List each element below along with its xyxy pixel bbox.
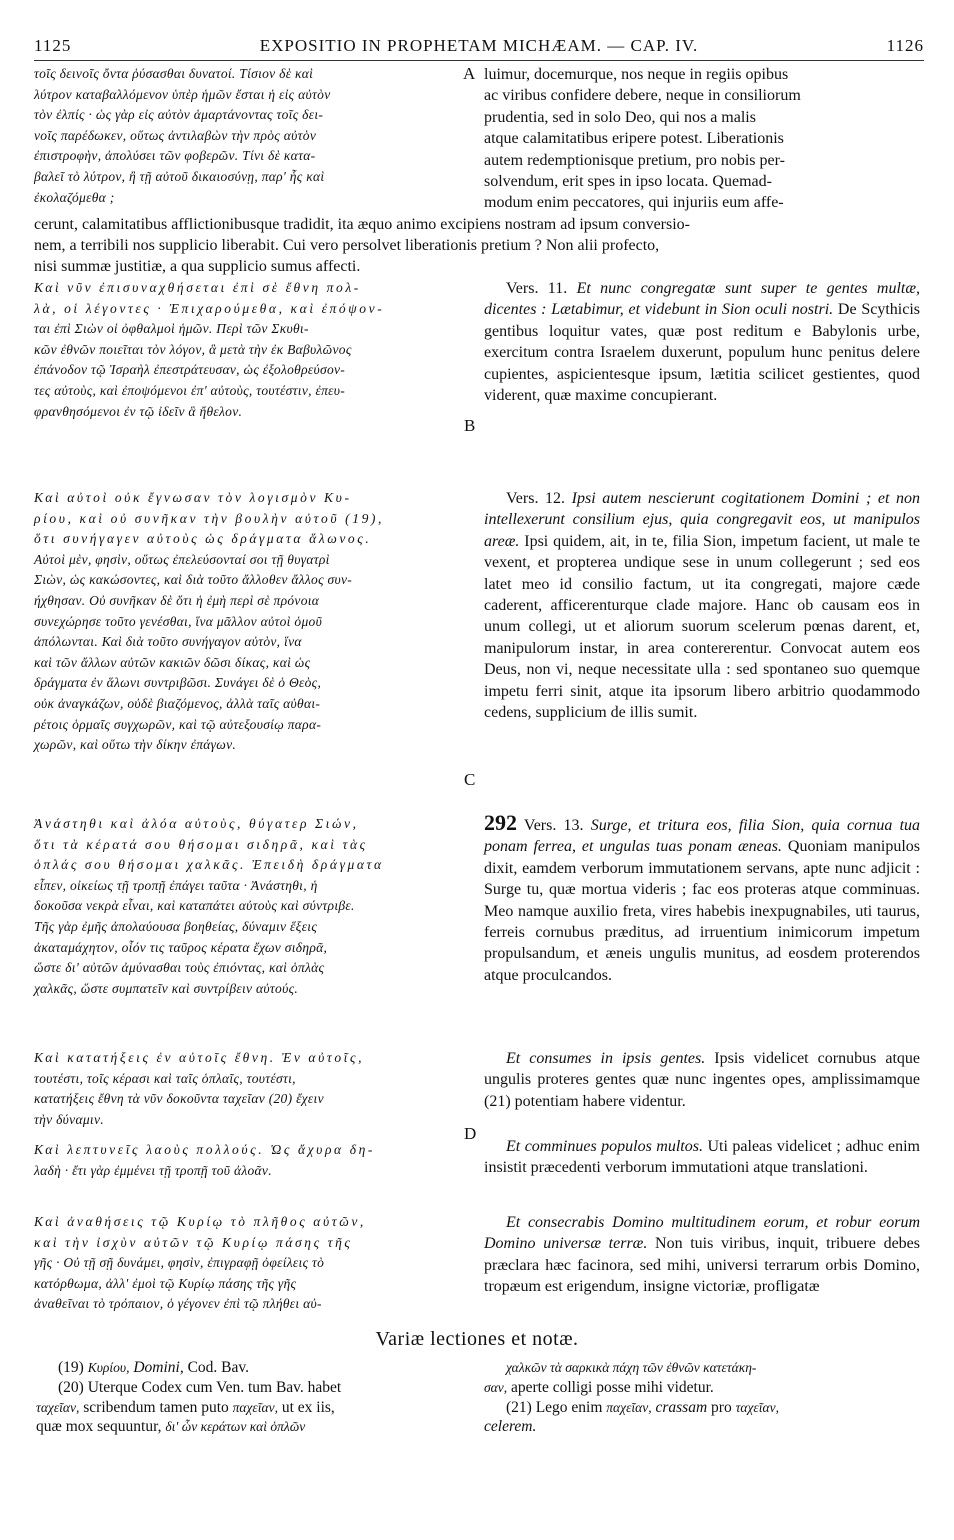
greek-paragraph-7: Καὶ ἀναθήσεις τῷ Κυρίῳ τὸ πλῆθος αὐτῶν, καὶ τὴν ἰσχὺν αὐτῶν τῷ Κυρίῳ πάσης τῆς γῆς · Οὐ τῇ σῇ δυνάμει, φησὶν, ἐπιγραφῇ ὀφείλεις τὸ κατόρθωμα, ἀλλ' ἐμοὶ τῷ Κυρίῳ πάσης τῆς γῆς ἀναθεῖναι τὸ τρόπαιον, ὁ γέγονεν ἐπὶ τῷ πλήθει αὐ-	[34, 1214, 366, 1312]
notes-left-column	[36, 1358, 468, 1437]
verse-11-label: Vers. 11.	[506, 280, 568, 297]
latin-verse-11	[484, 278, 920, 406]
section-number: 292	[484, 810, 517, 835]
running-title: EXPOSITIO IN PROPHETAM MICHÆAM. — CAP. IV.	[259, 36, 699, 55]
verse-13-label: Vers. 13.	[523, 817, 584, 834]
notes-title: Variæ lectiones et notæ.	[375, 1328, 579, 1350]
greek-paragraph-6: Καὶ λεπτυνεῖς λαοὺς πολλούς. Ὡς ἄχυρα δη- λαδὴ · ἔτι γὰρ ἐμμένει τῇ τροπῇ τοῦ ἀλοᾶν.	[34, 1142, 375, 1178]
latin-verse-13	[484, 812, 920, 986]
full-width-paragraph: cerunt, calamitatibus afflictionibusque tradidit, ita æquo animo excipiens nostram ad ipsum conversio- nem, a terribili nos supplicio liberabit. Cui vero persolvet liberationis pretium ? Non alii profecto, nisi summæ justitiæ, a qua supplicio sumus affecti.	[34, 216, 690, 275]
latin-verse-12	[484, 488, 920, 723]
verse-13-commentary: Quoniam manipulos dixit, eamdem verborum immutationem servans, apte nunc adjicit : Surge tu, quæ mortua videris ; fac eos proteras atque comminuas. Meo namque auxilio freta, vires habebis inexpugnabiles, uti taurus, ferreis cornubus præditus, ad irruentium inimicorum impetum propulsandum, et æneis ungulis munitus, ad eosdem proterendos atque proculcandos.	[484, 838, 921, 984]
latin-paragraph-consumes: Et consumes in ipsis gentes. Ipsis videlicet cornubus atque ungulis proteres gentes quæ nunc ingentes opes, amplissimamque (21) potentiam habere videntur.	[484, 1050, 921, 1110]
greek-paragraph-4: Ἀνάστηθι καὶ ἀλόα αὐτοὺς, θύγατερ Σιών, ὅτι τὰ κέρατά σου θήσομαι σιδηρᾶ, καὶ τὰς ὁπλάς σου θήσομαι χαλκᾶς. Ἐπειδὴ δράγματα εἶπεν, οἰκείως τῇ τροπῇ ἐπάγει ταῦτα · Ἀνάστηθι, ἡ δοκοῦσα νεκρὰ εἶναι, καὶ καταπάτει αὐτοὺς καὶ σύντριβε. Τῆς γὰρ ἐμῆς ἀπολαύουσα βοηθείας, δύναμιν ἕξεις ἀκαταμάχητον, οἷόν τις ταῦρος κέρατα ἔχων σιδηρᾶ, ὥστε δι' αὐτῶν ἀμύνασθαι τοὺς ἐπιόντας, καὶ ὁπλὰς χαλκᾶς, ὥστε συμπατεῖν καὶ συντρίβειν αὐτούς.	[34, 816, 384, 996]
verse-12-label: Vers. 12.	[506, 490, 566, 507]
margin-marker-a: A	[463, 64, 476, 83]
greek-paragraph-1: τοῖς δεινοῖς ὄντα ῥύσασθαι δυνατοί. Τίσιον δὲ καὶ λύτρον καταβαλλόμενον ὑπὲρ ἡμῶν ἔσται ἡ εἰς αὐτὸν τὸν ἐλπίς · ὡς γὰρ εἰς αὐτὸν ἁμαρτάνοντας τοῖς δει- νοῖς παρέδωκεν, οὕτως ἀντιλαβὼν τὴν πρὸς αὐτὸν ἐπιστροφὴν, ἀπολύσει τῶν φοβερῶν. Τίνι δὲ κατα- βαλεῖ τὸ λύτρον, ἢ τῇ αὐτοῦ δικαιοσύνῃ, παρ' ἧς καὶ ἐκολαζόμεθα ;	[34, 66, 331, 205]
note-19: (19) Κυρίου, Domini, Cod. Bav.	[58, 1359, 250, 1376]
notes-right-column: χαλκῶν τὰ σαρκικὰ πάχη τῶν ἐθνῶν κατετάκη- σαν, aperte colligi posse mihi videtur. (21) Lego enim παχεῖαν, crassam pro ταχεῖαν, celerem.	[484, 1358, 920, 1437]
header-rule	[34, 60, 924, 61]
margin-marker-b: B	[464, 416, 476, 435]
page-number-left: 1125	[34, 36, 72, 55]
running-header	[34, 36, 924, 60]
verse-11-commentary: De Scythicis gentibus loquitur vates, quæ post reditum e Babylonis urbe, exercitum contra Israelem duxerunt, populum hunc penitus delere cupientes, aspicientesque ipsum, lætitia scilicet gestientes, quod viderent, quæ maxime concupierant.	[484, 301, 920, 405]
latin-paragraph-comminues: Et comminues populos multos. Uti paleas videlicet ; adhuc enim insistit præcedenti verborum immutationi atque translationi.	[484, 1138, 921, 1177]
greek-paragraph-3: Καὶ αὐτοὶ οὐκ ἔγνωσαν τὸν λογισμὸν Κυ- ρίου, καὶ οὐ συνῆκαν τὴν βουλὴν αὐτοῦ (19), ὅτι συνήγαγεν αὐτοὺς ὡς δράγματα ἅλωνος. Αὐτοὶ μὲν, φησὶν, οὕτως ἐπελεύσονταί σοι τῇ θυγατρὶ Σιὼν, ὡς κακώσοντες, καὶ διὰ τοῦτο ἄλλοθεν ἄλλος συν- ήχθησαν. Οὐ συνῆκαν δὲ ὅτι ἡ ἐμὴ περὶ σὲ πρόνοια συνεχώρησε τοῦτο γενέσθαι, ἵνα μᾶλλον αὐτοὶ ὁμοῦ ἀπόλωνται. Καὶ διὰ τοῦτο συνήγαγον αὐτὸν, ἵνα καὶ τῶν ἄλλων αὐτῶν κακιῶν δῶσι δίκας, καὶ ὡς δράγματα ἐν ἅλωνι συντριβῶσι. Συνάγει δὲ ὁ Θεὸς, οὐκ ἀναγκάζων, οὐδὲ βιαζόμενος, ἀλλὰ ταῖς αὐθαι- ρέτοις ὁρμαῖς συγχωρῶν, καὶ τῷ αὐτεξουσίῳ παρα- χωρῶν, καὶ οὕτω τὴν δίκην ἐπάγων.	[34, 490, 384, 753]
note-21: (21) Lego enim παχεῖαν, crassam pro ταχεῖαν,	[506, 1398, 779, 1416]
verse-13-quote: Surge, et tritura eos, filia Sion, quia cornua tua ponam ferrea, et ungulas tuas ponam æneas.	[484, 817, 921, 856]
latin-paragraph-1: luimur, docemurque, nos neque in regiis opibus ac viribus confidere debere, neque in consiliorum prudentia, sed in solo Deo, qui nos a malis atque calamitatibus eripere potest. Liberationis autem redemptionisque pretium, pro nobis per- solvendum, erit spes in ipso locata. Quemad- modum enim peccatores, qui injuriis eum affe-	[484, 66, 801, 212]
note-20: (20) Uterque Codex cum Ven. tum Bav. habet ταχεῖαν, scribendum tamen puto παχεῖαν, ut ex iis, quæ mox sequuntur, δι' ὧν κεράτων καὶ ὁπλῶν	[36, 1378, 342, 1436]
page-number-right: 1126	[886, 36, 924, 55]
verse-12-quote: Ipsi autem nescierunt cogitationem Domini ; et non intellexerunt consilium ejus, quia congregavit eos, ut manipulos areæ.	[484, 490, 921, 550]
verse-12-commentary: Ipsi quidem, ait, in te, filia Sion, impetum facient, ut male te vexent, et propterea undique sese in unum collegerunt ; sed eos latet meo id consilio factum, ut ita congregati, majore cæde caderent, afficerenturque clade majore. Hanc ob causam eos in unum collegi, ut et aliorum suorum scelerum pœnas darent, et, manipulorum instar, in area contererentur. Convocat autem eos Deus, non vi, neque necessitate ulla : sed spontaneo suo quemque impetu ferri sinit, atque ita ipsorum libero arbitrio quodammodo cedens, supplicium de illis sumit.	[484, 532, 921, 722]
margin-marker-c: C	[464, 770, 476, 789]
latin-paragraph-consecrabis: Et consecrabis Domino multitudinem eorum, et robur eorum Domino universæ terræ. Non tuis viribus, inquit, tribuere debes præclara hæc facinora, sed mihi, universi terrarum orbis Domino, tropæum est erigendum, insigne victoriæ, profligatæ	[484, 1214, 920, 1296]
verse-11-quote: Et nunc congregatæ sunt super te gentes multæ, dicentes : Lætabimur, et videbunt in Sion oculi nostri.	[484, 280, 921, 319]
greek-paragraph-5: Καὶ κατατήξεις ἐν αὐτοῖς ἔθνη. Ἐν αὐτοῖς, τουτέστι, τοῖς κέρασι καὶ ταῖς ὁπλαῖς, τουτέστι, κατατήξεις ἔθνη τὰ νῦν δοκοῦντα ταχεῖαν (20) ἔχειν τὴν δύναμιν.	[34, 1050, 365, 1127]
margin-marker-d: D	[464, 1124, 477, 1143]
greek-paragraph-2: Καὶ νῦν ἐπισυναχθήσεται ἐπὶ σὲ ἔθνη πολ- λὰ, οἱ λέγοντες · Ἐπιχαρούμεθα, καὶ ἐπόψον- ται ἐπὶ Σιὼν οἱ ὀφθαλμοὶ ἡμῶν. Περὶ τῶν Σκυθι- κῶν ἐθνῶν ποιεῖται τὸν λόγον, ἃ μετὰ τὴν ἐκ Βαβυλῶνος ἐπάνοδον τῷ Ἰσραὴλ ἐπεστράτευσαν, ὡς ἐξολοθρεύσον- τες αὐτοὺς, καὶ ἐποψόμενοι ἐπ' αὐτοὺς, τουτέστιν, ἐπευ- φρανθησόμενοι ἐν τῷ ἰδεῖν ἃ ἤθελον.	[34, 280, 385, 419]
